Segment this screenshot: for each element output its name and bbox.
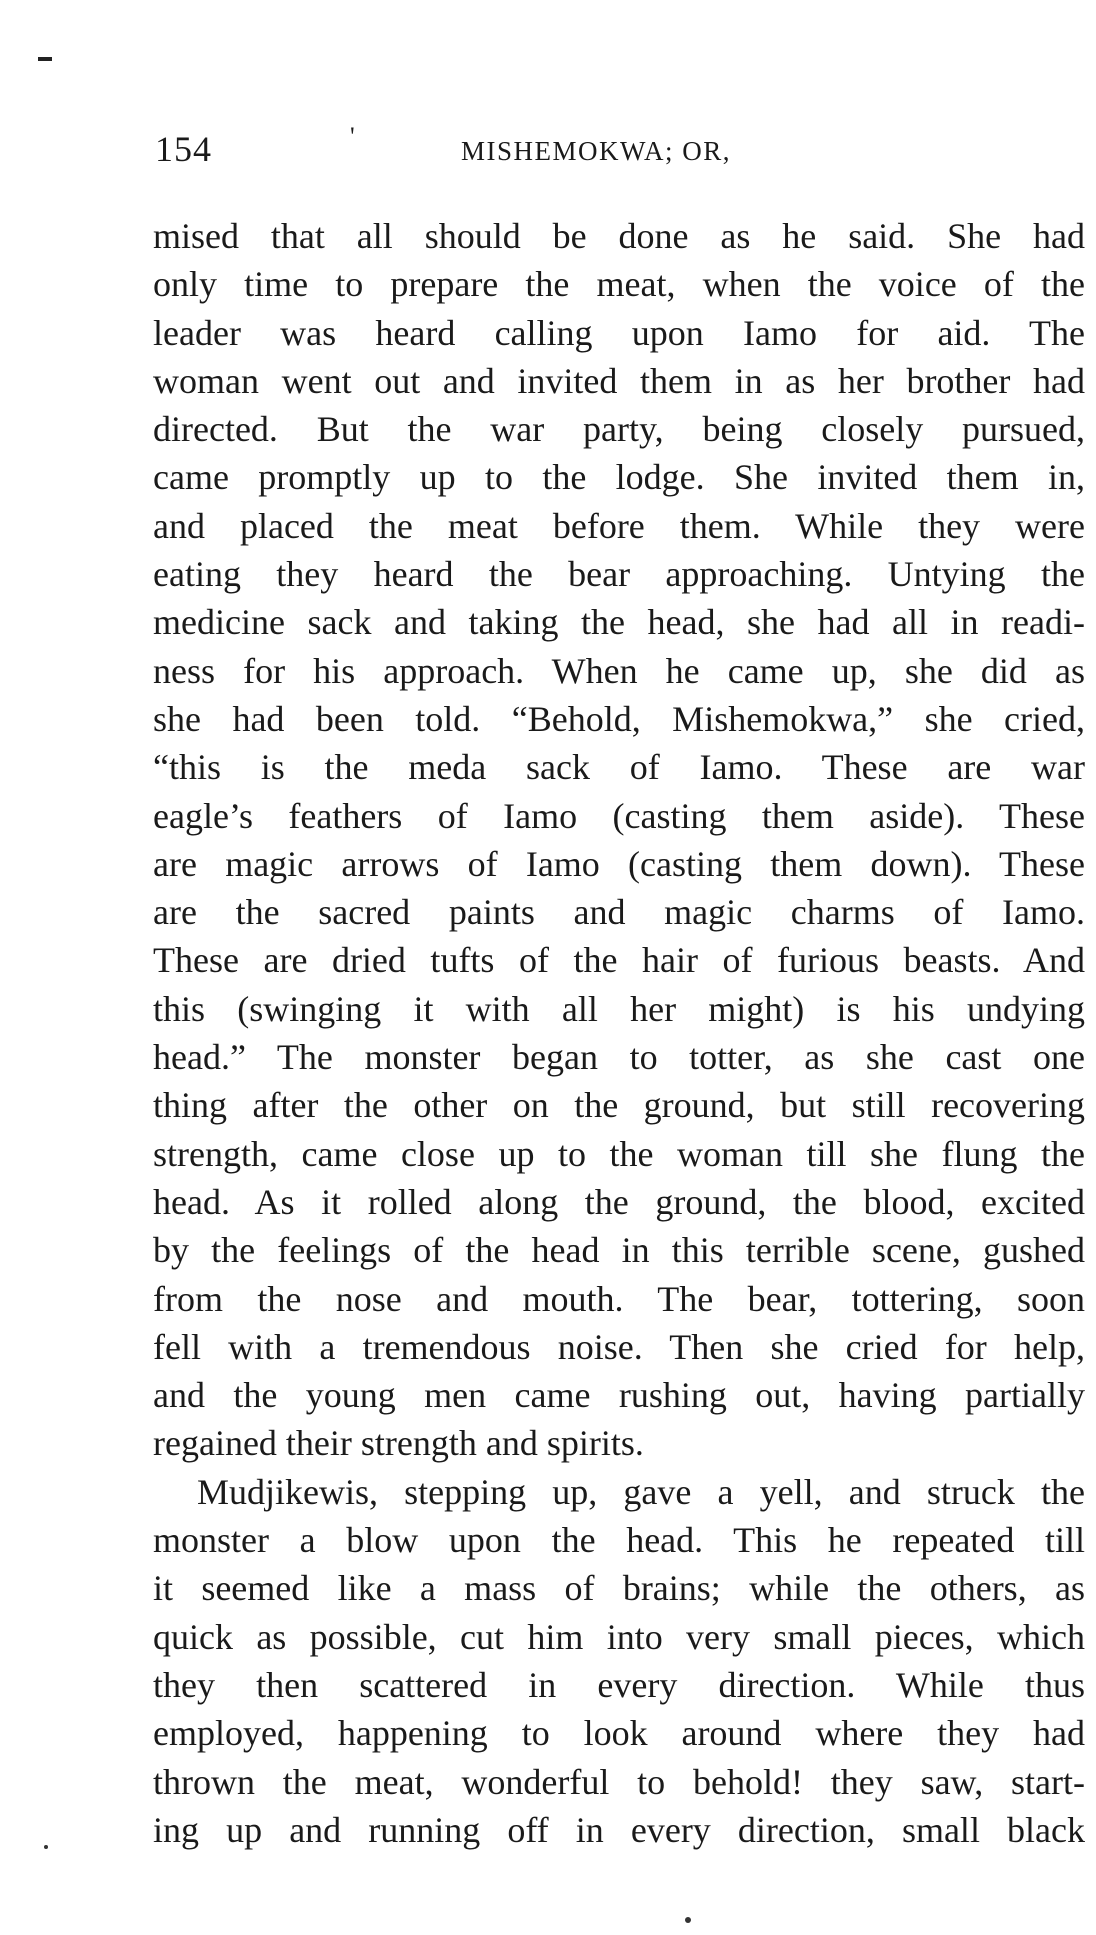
text-line: head.” The monster began to totter, as she cast one — [153, 1037, 1085, 1078]
text-line: are magic arrows of Iamo (casting them down). These — [153, 843, 1085, 884]
body-text — [153, 212, 1085, 1854]
text-line: thing after the other on the ground, but still recovering — [153, 1085, 1085, 1126]
text-line: it seemed like a mass of brains; while the others, as — [153, 1568, 1085, 1609]
text-line: thrown the meat, wonderful to behold! they saw, start- — [153, 1761, 1085, 1802]
text-line: and the young men came rushing out, having partially — [153, 1375, 1085, 1416]
text-line: from the nose and mouth. The bear, tottering, soon — [153, 1278, 1085, 1319]
paragraph-start-line: Mudjikewis, stepping up, gave a yell, and struck the — [197, 1471, 1085, 1512]
bottom-dot-mark — [685, 1917, 691, 1923]
running-title: MISHEMOKWA; OR, — [461, 136, 732, 166]
text-line: monster a blow upon the head. This he repeated till — [153, 1520, 1085, 1561]
text-line: came promptly up to the lodge. She invited them in, — [153, 457, 1085, 498]
text-line: she had been told. “Behold, Mishemokwa,” she cried, — [153, 698, 1085, 739]
text-line: quick as possible, cut him into very small pieces, which — [153, 1616, 1085, 1657]
text-line: eating they heard the bear approaching. Untying the — [153, 554, 1085, 595]
text-line: “this is the meda sack of Iamo. These are war — [153, 747, 1085, 788]
text-line: eagle’s feathers of Iamo (casting them aside). These — [153, 795, 1085, 836]
text-line: directed. But the war party, being closely pursued, — [153, 409, 1085, 450]
text-line: are the sacred paints and magic charms of Iamo. — [153, 892, 1085, 933]
text-line: These are dried tufts of the hair of furious beasts. And — [153, 940, 1085, 981]
text-line: mised that all should be done as he said. She had — [153, 216, 1085, 256]
text-line: ness for his approach. When he came up, she did as — [153, 650, 1085, 691]
text-line: only time to prepare the meat, when the voice of the — [153, 264, 1085, 305]
paragraph-end-line: regained their strength and spirits. — [153, 1423, 644, 1464]
text-line: leader was heard calling upon Iamo for aid. The — [153, 312, 1085, 353]
text-line: head. As it rolled along the ground, the blood, excited — [153, 1181, 1085, 1222]
text-line: woman went out and invited them in as her brother had — [153, 360, 1085, 401]
text-line: employed, happening to look around where they had — [153, 1713, 1085, 1754]
page-header — [155, 122, 1085, 176]
text-line: medicine sack and taking the head, she had all in readi- — [153, 602, 1085, 643]
text-line: they then scattered in every direction. While thus — [153, 1664, 1085, 1705]
stray-tick-mark: ' — [350, 122, 355, 151]
text-line: strength, came close up to the woman till she flung the — [153, 1133, 1085, 1174]
text-line: by the feelings of the head in this terrible scene, gushed — [153, 1230, 1085, 1271]
text-line: ing up and running off in every direction, small black — [153, 1809, 1085, 1850]
page-number: 154 — [155, 129, 212, 169]
text-line: fell with a tremendous noise. Then she cried for help, — [153, 1326, 1085, 1367]
text-line: and placed the meat before them. While they were — [153, 505, 1085, 546]
margin-dot-mark — [44, 1845, 48, 1849]
margin-dash-mark — [38, 57, 52, 61]
text-line: this (swinging it with all her might) is his undying — [153, 988, 1085, 1029]
